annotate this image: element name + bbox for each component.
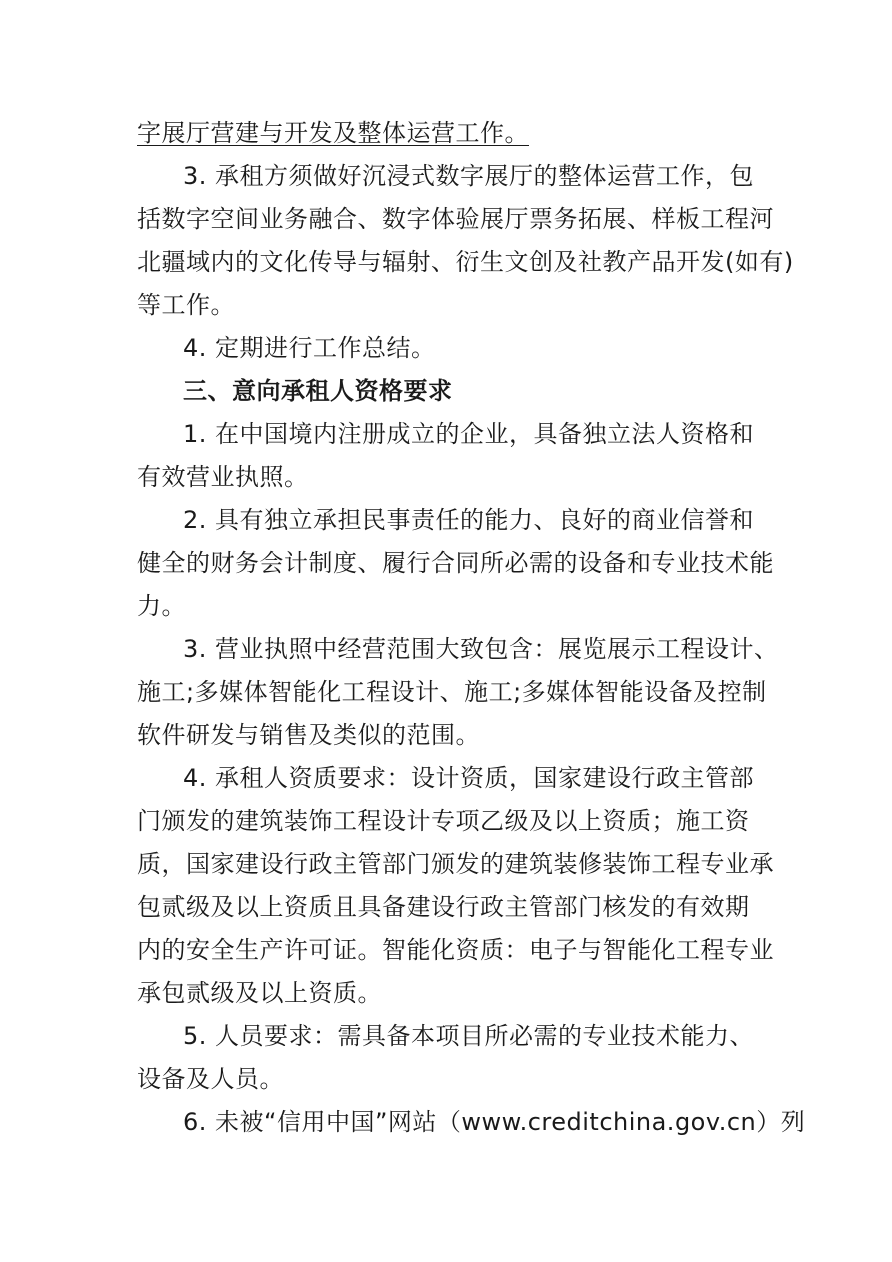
text-line-item-4: 4. 定期进行工作总结。 (183, 334, 436, 362)
text-line-item-5: 5. 人员要求：需具备本项目所必需的专业技术能力、 (183, 1022, 755, 1050)
text-line: 括数字空间业务融合、数字体验展厅票务拓展、样板工程河 (137, 205, 774, 233)
text-line: 承包贰级及以上资质。 (137, 979, 382, 1007)
text-line: 北疆域内的文化传导与辐射、衍生文创及社教产品开发(如有) (137, 248, 794, 276)
text-line: 质，国家建设行政主管部门颁发的建筑装修装饰工程专业承 (137, 850, 774, 878)
section-heading: 三、意向承租人资格要求 (183, 377, 453, 405)
text-line: 等工作。 (137, 291, 235, 319)
text-line: 门颁发的建筑装饰工程设计专项乙级及以上资质；施工资 (137, 807, 750, 835)
text-line: 软件研发与销售及类似的范围。 (137, 721, 480, 749)
text-line: 内的安全生产许可证。智能化资质：电子与智能化工程专业 (137, 936, 774, 964)
text-line-item-1: 1. 在中国境内注册成立的企业，具备独立法人资格和 (183, 420, 755, 448)
text-line: 有效营业执照。 (137, 463, 309, 491)
text-line: 包贰级及以上资质且具备建设行政主管部门核发的有效期 (137, 893, 750, 921)
text-line-item-3: 3. 营业执照中经营范围大致包含：展览展示工程设计、 (183, 635, 779, 663)
text-line: 力。 (137, 592, 186, 620)
text-line-item-3: 3. 承租方须做好沉浸式数字展厅的整体运营工作，包 (183, 162, 755, 190)
text-line-item-2: 2. 具有独立承担民事责任的能力、良好的商业信誉和 (183, 506, 755, 534)
text-line-item-4: 4. 承租人资质要求：设计资质，国家建设行政主管部 (183, 764, 755, 792)
text-line-item-6: 6. 未被“信用中国”网站（www.creditchina.gov.cn）列 (183, 1108, 806, 1136)
text-line-continuation: 字展厅营建与开发及整体运营工作。 (137, 119, 529, 147)
text-line: 设备及人员。 (137, 1065, 284, 1093)
text-line: 施工;多媒体智能化工程设计、施工;多媒体智能设备及控制 (137, 678, 767, 706)
text-line: 健全的财务会计制度、履行合同所必需的设备和专业技术能 (137, 549, 774, 577)
